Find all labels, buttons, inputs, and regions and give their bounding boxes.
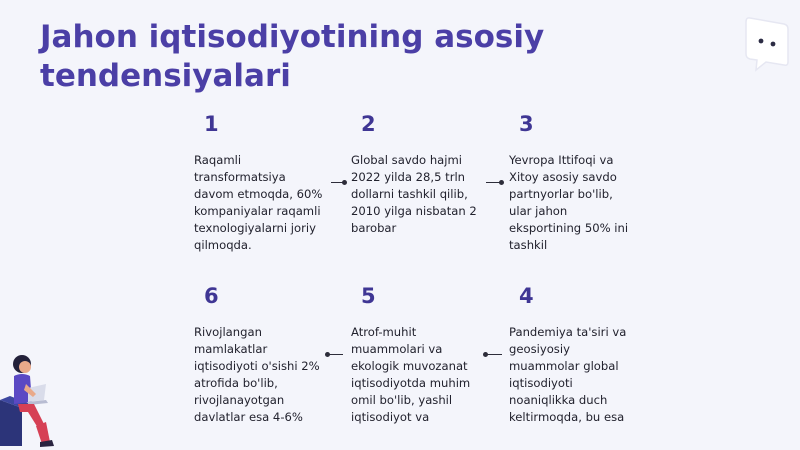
step-number: 6	[204, 284, 219, 308]
person-with-laptop-illustration	[0, 350, 60, 450]
step-text: Pandemiya ta'siri va geosiyosiy muammolar global iqtisodiyoti noaniqlikka duch keltirmoqda, bu esa	[509, 325, 627, 424]
step-text: Global savdo hajmi 2022 yilda 28,5 trln dollarni tashkil qilib, 2010 yilga nisbatan 2 barobar	[351, 153, 477, 235]
step-number: 5	[361, 284, 376, 308]
slide-title: Jahon iqtisodiyotining asosiy tendensiyalari	[40, 19, 545, 94]
step-text: Rivojlangan mamlakatlar iqtisodiyoti o'sishi 2% atrofida bo'lib, rivojlanayotgan davlatlar esa 4-6%	[194, 325, 320, 424]
step-number: 2	[361, 112, 376, 136]
step-number: 4	[519, 284, 534, 308]
connector-dot	[499, 180, 504, 185]
step-number: 3	[519, 112, 534, 136]
connector-dot	[342, 180, 347, 185]
chat-bubble-icon	[744, 14, 790, 72]
connector-line	[329, 354, 343, 355]
step-number: 1	[204, 112, 219, 136]
step-text: Raqamli transformatsiya davom etmoqda, 60% kompaniyalar raqamli texnologiyalarni joriy qilmoqda.	[194, 153, 323, 252]
step-text: Yevropa Ittifoqi va Xitoy asosiy savdo partnyorlar bo'lib, ular jahon eksportining 50% ini tashkil	[509, 153, 629, 252]
step-text: Atrof-muhit muammolari va ekologik muvozanat iqtisodiyotda muhim omil bo'lib, yashil iqtisodiyot va	[351, 325, 471, 424]
connector-line	[487, 354, 502, 355]
